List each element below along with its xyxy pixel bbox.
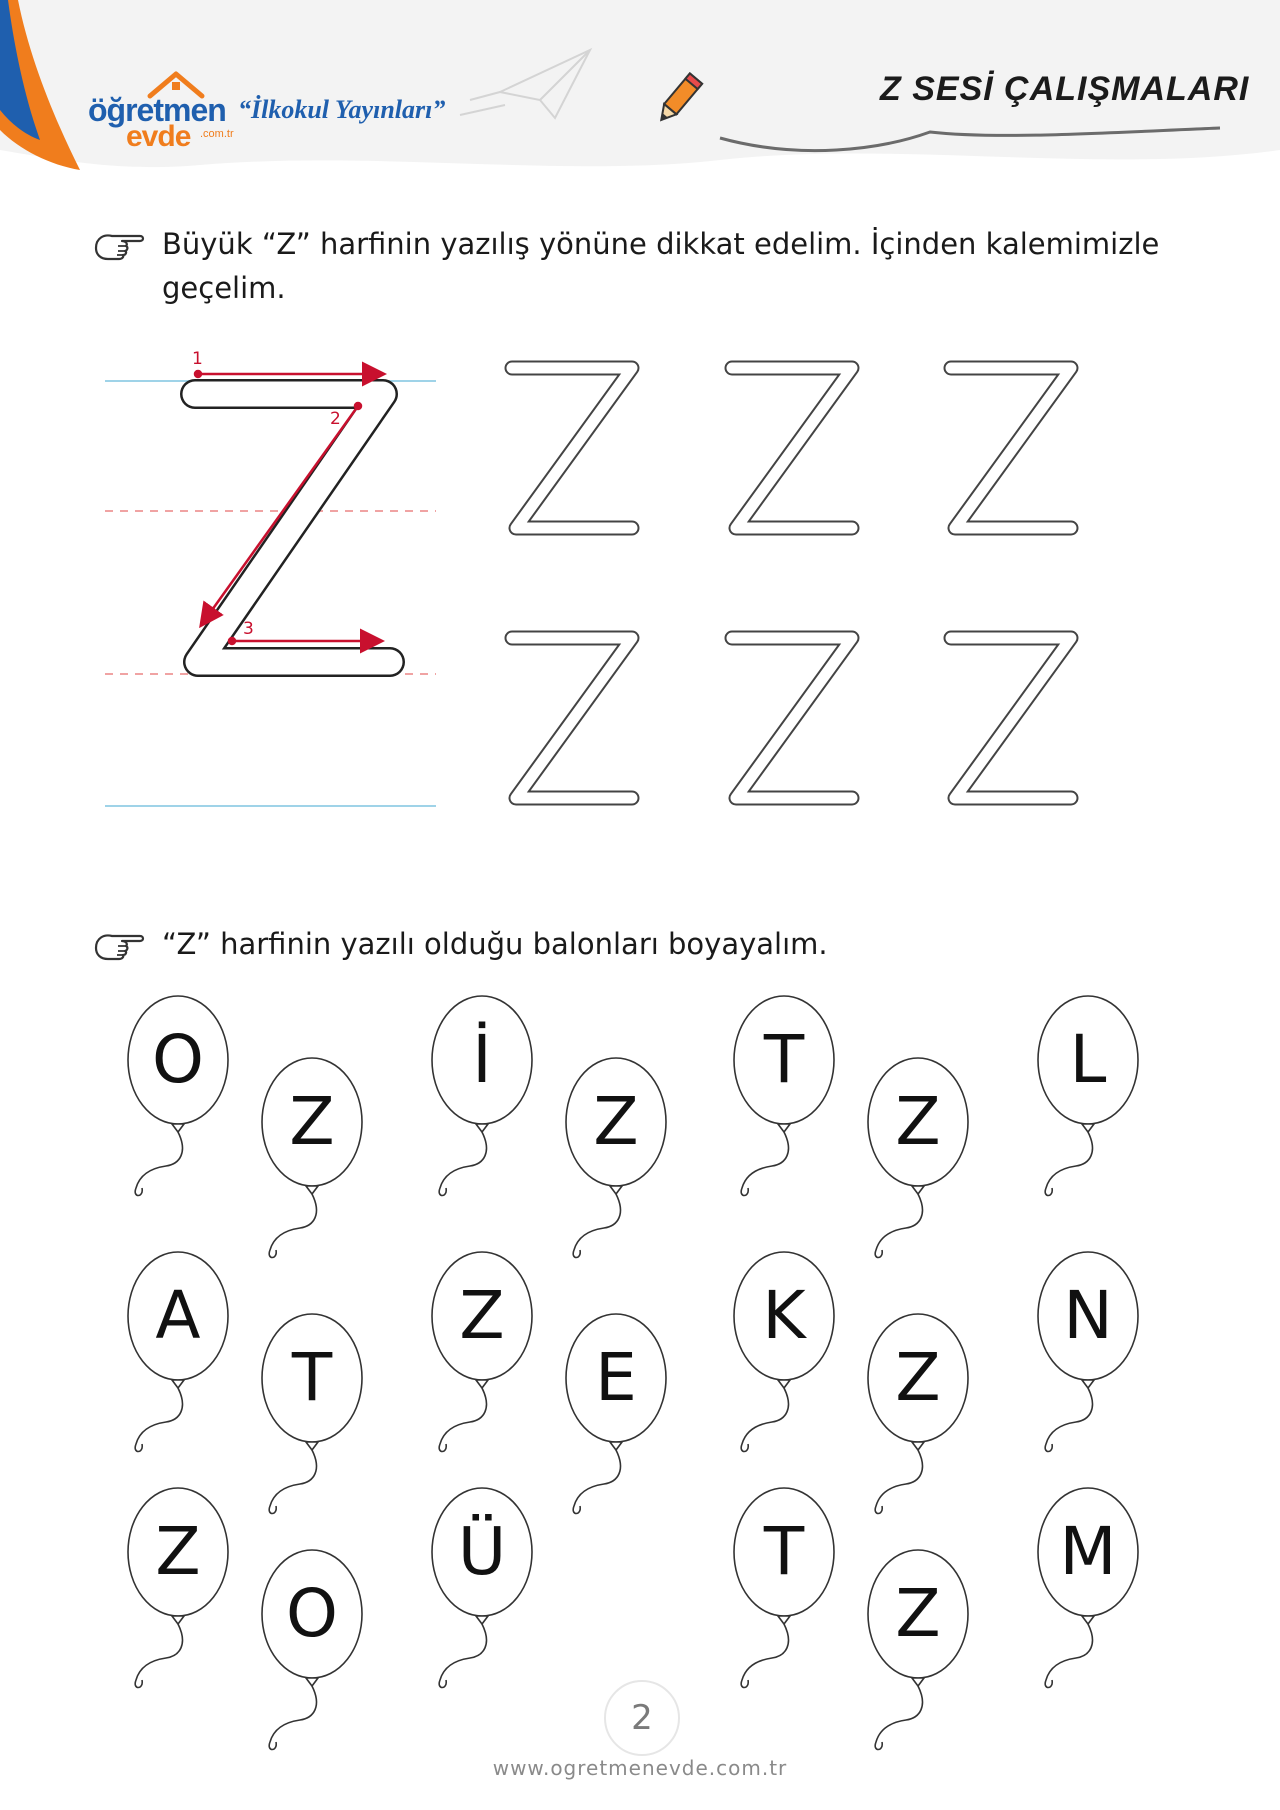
instruction-balloons-text: “Z” harfinin yazılı olduğu balonları boyayalım. [162,927,828,961]
logo-text-evde: evde [126,120,191,153]
practice-letter-z [512,368,632,528]
balloon-letter: O [152,1021,204,1098]
page-number: 2 [604,1680,680,1756]
pointing-hand-icon [92,226,148,262]
balloon[interactable] [252,1054,372,1284]
balloon-letter: Ü [457,1513,507,1590]
practice-letter-z [951,638,1071,798]
balloon[interactable] [422,1248,542,1478]
balloon-letter: İ [472,1021,492,1098]
balloon[interactable] [858,1310,978,1540]
balloon-letter: K [762,1277,806,1354]
series-name: “İlkokul Yayınları” [238,95,446,124]
stroke-number-3: 3 [243,619,254,639]
balloon-letter: Z [459,1277,505,1354]
balloon[interactable] [858,1054,978,1284]
practice-letter-z [951,368,1071,528]
balloon[interactable] [118,1484,238,1714]
logo-tld: .com.tr [200,128,234,140]
instruction-trace [92,222,1192,310]
instruction-trace-text: Büyük “Z” harfinin yazılış yönüne dikkat edelim. İçinden kalemimizle geçelim. [162,227,1160,305]
balloon[interactable] [556,1054,676,1284]
balloon-letter: O [286,1575,338,1652]
practice-letter-z [732,638,852,798]
balloon-letter: T [291,1339,333,1416]
balloon[interactable] [858,1546,978,1776]
pointing-hand-icon [92,926,148,962]
balloon-letter: M [1059,1513,1117,1590]
balloon-letter: Z [593,1083,639,1160]
balloon-letter: T [763,1021,805,1098]
balloon-letter: A [155,1277,201,1354]
page-title: Z SESİ ÇALIŞMALARI [880,70,1250,108]
balloon-letter: Z [289,1083,335,1160]
balloon[interactable] [724,1248,844,1478]
tracing-worksheet [0,340,1280,820]
balloon-letter: Z [895,1083,941,1160]
balloon-letter: T [763,1513,805,1590]
balloon[interactable] [1028,992,1148,1222]
brand-logo [88,70,248,160]
logo-text-ogretmen: öğretmen [88,92,226,128]
footer-url: www.ogretmenevde.com.tr [492,1756,788,1780]
model-letter-z [195,394,390,662]
practice-letters [512,368,1071,798]
balloon[interactable] [1028,1248,1148,1478]
balloon-letter: Z [155,1513,201,1590]
balloon[interactable] [252,1310,372,1540]
balloon[interactable] [1028,1484,1148,1714]
stroke-number-1: 1 [192,349,203,369]
balloon[interactable] [118,1248,238,1478]
stroke-number-2: 2 [330,409,341,429]
balloon-letter: N [1063,1277,1113,1354]
balloon[interactable] [556,1310,676,1540]
practice-letter-z [732,368,852,528]
balloon-letter: L [1069,1021,1107,1098]
balloon[interactable] [252,1546,372,1776]
balloon-letter: E [595,1339,637,1416]
balloon[interactable] [422,992,542,1222]
balloon-letter: Z [895,1575,941,1652]
balloon[interactable] [724,992,844,1222]
practice-letter-z [512,638,632,798]
balloon[interactable] [118,992,238,1222]
balloon-letter: Z [895,1339,941,1416]
balloon[interactable] [422,1484,542,1714]
instruction-balloons [92,922,1192,966]
balloon[interactable] [724,1484,844,1714]
pencil-icon [648,70,708,130]
